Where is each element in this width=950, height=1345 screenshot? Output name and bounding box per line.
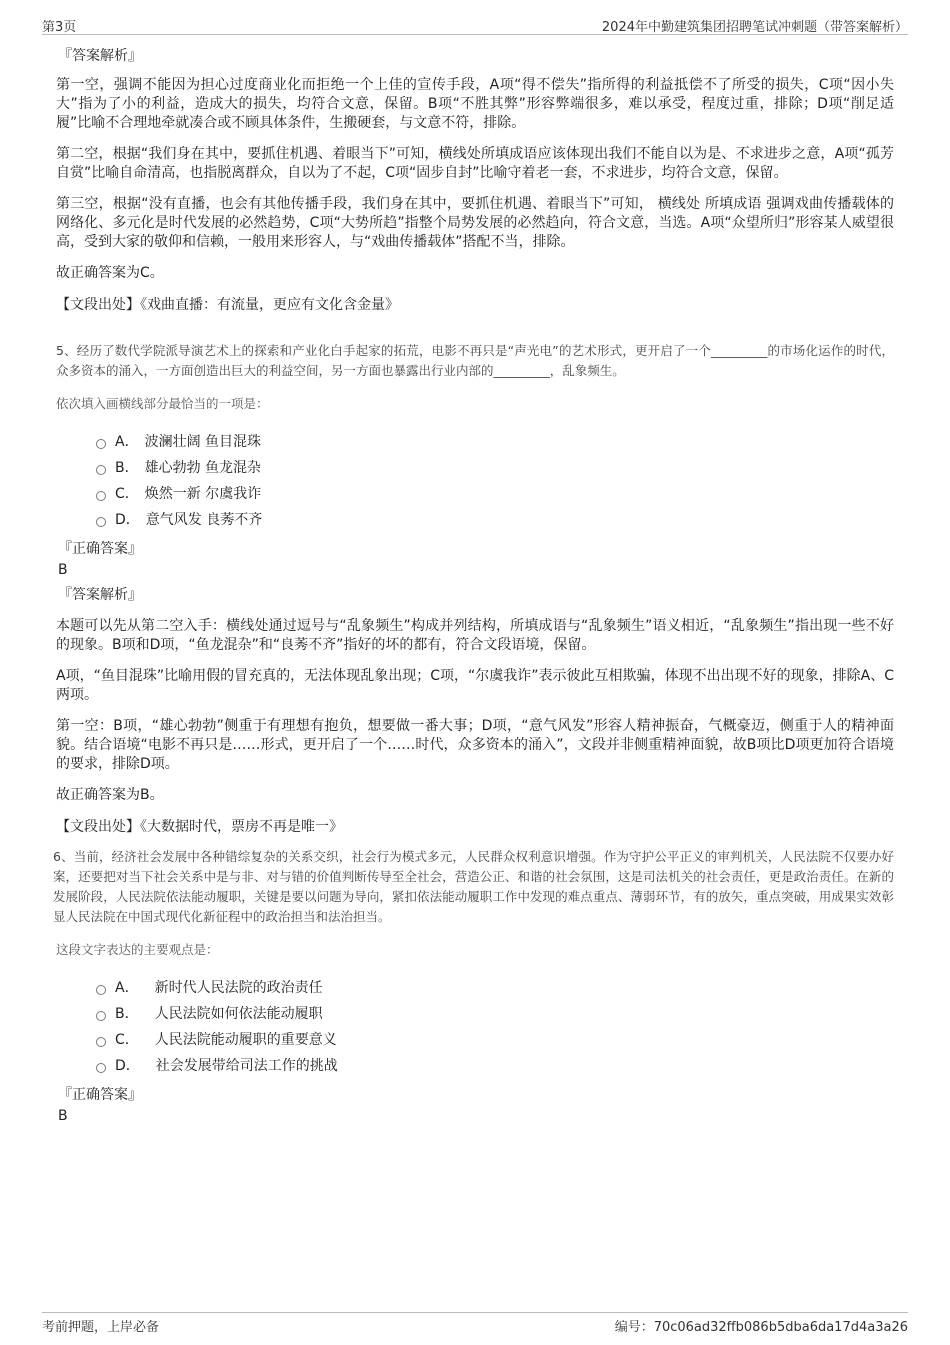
- option-a[interactable]: [96, 975, 894, 1001]
- analysis-paragraph: 第一空：B项，“雄心勃勃”侧重于有理想有抱负，想要做一番大事；D项，“意气风发”形容人精神振奋，气概豪迈，侧重于人的精神面貌。结合语境“电影不再只是……形式，更开启了一个……时代，众多资本的涌入”，文段并非侧重精神面貌，故B项比D项更加符合语境的要求，排除D项。: [56, 718, 894, 772]
- correct-answer-label: 『正确答案』: [58, 1087, 142, 1103]
- option-text: 新时代人民法院的政治责任: [154, 980, 323, 996]
- footer-slogan: 考前押题，上岸必备: [42, 1320, 160, 1335]
- option-c[interactable]: [96, 1027, 894, 1053]
- document-title: 2024年中勤建筑集团招聘笔试冲刺题（带答案解析）: [601, 20, 908, 35]
- correct-answer-value: B: [58, 1108, 68, 1124]
- analysis-paragraph: 第二空，根据“我们身在其中，要抓住机遇、着眼当下”可知，横线处所填成语应该体现出我们不能自以为是、不求进步之意，A项“孤芳自赏”比喻自命清高，也指脱离群众，自以为了不起，C项“固步自封”比喻守着老一套，不求进步，均符合文意，保留。: [56, 146, 894, 181]
- option-b[interactable]: [96, 455, 894, 481]
- option-b[interactable]: [96, 1001, 894, 1027]
- option-text: 雄心勃勃 鱼龙混杂: [144, 460, 262, 476]
- radio-icon[interactable]: [96, 439, 106, 449]
- question-6-text: 6、当前，经济社会发展中各种错综复杂的关系交织，社会行为模式多元，人民群众权利意识增强。作为守护公平正义的审判机关，人民法院不仅要办好案，还要把对当下社会关系中是与非、对与错的价值判断传导至全社会，营造公正、和谐的社会氛围，这是司法机关的社会责任，更是政治责任。在新的发展阶段，人民法院依法能动履职，关键是要以问题为导向，紧扣依法能动履职工作中发现的难点重点、薄弱环节，有的放矢，重点突破，用成果实效彰显人民法院在中国式现代化新征程中的政治担当和法治担当。: [53, 849, 894, 924]
- page-content: [53, 46, 894, 1131]
- radio-icon[interactable]: [96, 1063, 106, 1073]
- analysis-label: 『答案解析』: [58, 48, 142, 64]
- page-number: 第3页: [42, 20, 77, 35]
- radio-icon[interactable]: [96, 1011, 106, 1021]
- option-text: 社会发展带给司法工作的挑战: [155, 1058, 338, 1074]
- question-6-prompt: 这段文字表达的主要观点是：: [56, 942, 219, 957]
- option-key: B．: [115, 1006, 139, 1022]
- radio-icon[interactable]: [96, 985, 106, 995]
- option-key: D．: [115, 512, 140, 528]
- question-5-prompt: 依次填入画横线部分最恰当的一项是：: [56, 396, 269, 411]
- option-key: B．: [115, 460, 139, 476]
- option-d[interactable]: [96, 507, 894, 533]
- source-citation: 【文段出处】《戏曲直播：有流量，更应有文化含金量》: [56, 297, 399, 313]
- option-key: D．: [115, 1058, 140, 1074]
- option-key: A．: [115, 980, 139, 996]
- radio-icon[interactable]: [96, 517, 106, 527]
- radio-icon[interactable]: [96, 491, 106, 501]
- option-text: 意气风发 良莠不齐: [145, 512, 263, 528]
- question-5-options: [96, 429, 894, 533]
- option-text: 人民法院如何依法能动履职: [154, 1006, 323, 1022]
- page-header: [42, 14, 908, 35]
- option-key: A．: [115, 434, 139, 450]
- option-text: 波澜壮阔 鱼目混珠: [144, 434, 262, 450]
- document-id: 编号：70c06ad32ffb086b5dba6da17d4a3a26: [614, 1320, 908, 1335]
- conclusion: 故正确答案为C。: [56, 265, 164, 281]
- conclusion: 故正确答案为B。: [56, 787, 164, 803]
- option-text: 人民法院能动履职的重要意义: [154, 1032, 337, 1048]
- question-6-options: [96, 975, 894, 1079]
- option-text: 焕然一新 尔虞我诈: [144, 486, 262, 502]
- option-c[interactable]: [96, 481, 894, 507]
- radio-icon[interactable]: [96, 1037, 106, 1047]
- analysis-paragraph: 第三空，根据“没有直播，也会有其他传播手段，我们身在其中，要抓住机遇、着眼当下”可知， 横线处 所填成语 强调戏曲传播载体的网络化、多元化是时代发展的必然趋势，C项“大势所趋”指整个局势发展的必然趋向，符合文意，当选。A项“众望所归”形容某人威望很高，受到大家的敬仰和信赖，一般用来形容人，与“戏曲传播载体”搭配不当，排除。: [56, 196, 894, 250]
- source-citation: 【文段出处】《大数据时代，票房不再是唯一》: [56, 819, 343, 835]
- analysis-label: 『答案解析』: [58, 587, 142, 603]
- analysis-paragraph: 本题可以先从第二空入手：横线处通过逗号与“乱象频生”构成并列结构，所填成语与“乱象频生”语义相近，“乱象频生”指出现一些不好的现象。B项和D项，“鱼龙混杂”和“良莠不齐”指好的坏的都有，符合文段语境，保留。: [56, 618, 894, 653]
- option-key: C．: [115, 486, 139, 502]
- option-a[interactable]: [96, 429, 894, 455]
- correct-answer-label: 『正确答案』: [58, 541, 142, 557]
- option-key: C．: [115, 1032, 139, 1048]
- radio-icon[interactable]: [96, 465, 106, 475]
- option-d[interactable]: [96, 1053, 894, 1079]
- page-footer: [42, 1312, 908, 1335]
- correct-answer-value: B: [58, 562, 68, 578]
- analysis-paragraph: A项，“鱼目混珠”比喻用假的冒充真的，无法体现乱象出现；C项，“尔虞我诈”表示彼此互相欺骗，体现不出出现不好的现象，排除A、C两项。: [56, 668, 894, 703]
- question-5-text: 5、经历了数代学院派导演艺术上的探索和产业化白手起家的拓荒，电影不再只是“声光电”的艺术形式，更开启了一个_________的市场化运作的时代，众多资本的涌入，一方面创造出巨大的利益空间，另一方面也暴露出行业内部的_________，乱象频生。: [56, 343, 894, 378]
- analysis-paragraph: 第一空，强调不能因为担心过度商业化而拒绝一个上佳的宣传手段，A项“得不偿失”指所得的利益抵偿不了所受的损失，C项“因小失大”指为了小的利益，造成大的损失，均符合文意，保留。B项“不胜其弊”形容弊端很多，难以承受，程度过重，排除；D项“削足适履”比喻不合理地牵就凑合或不顾具体条件，生搬硬套，与文意不符，排除。: [56, 77, 894, 131]
